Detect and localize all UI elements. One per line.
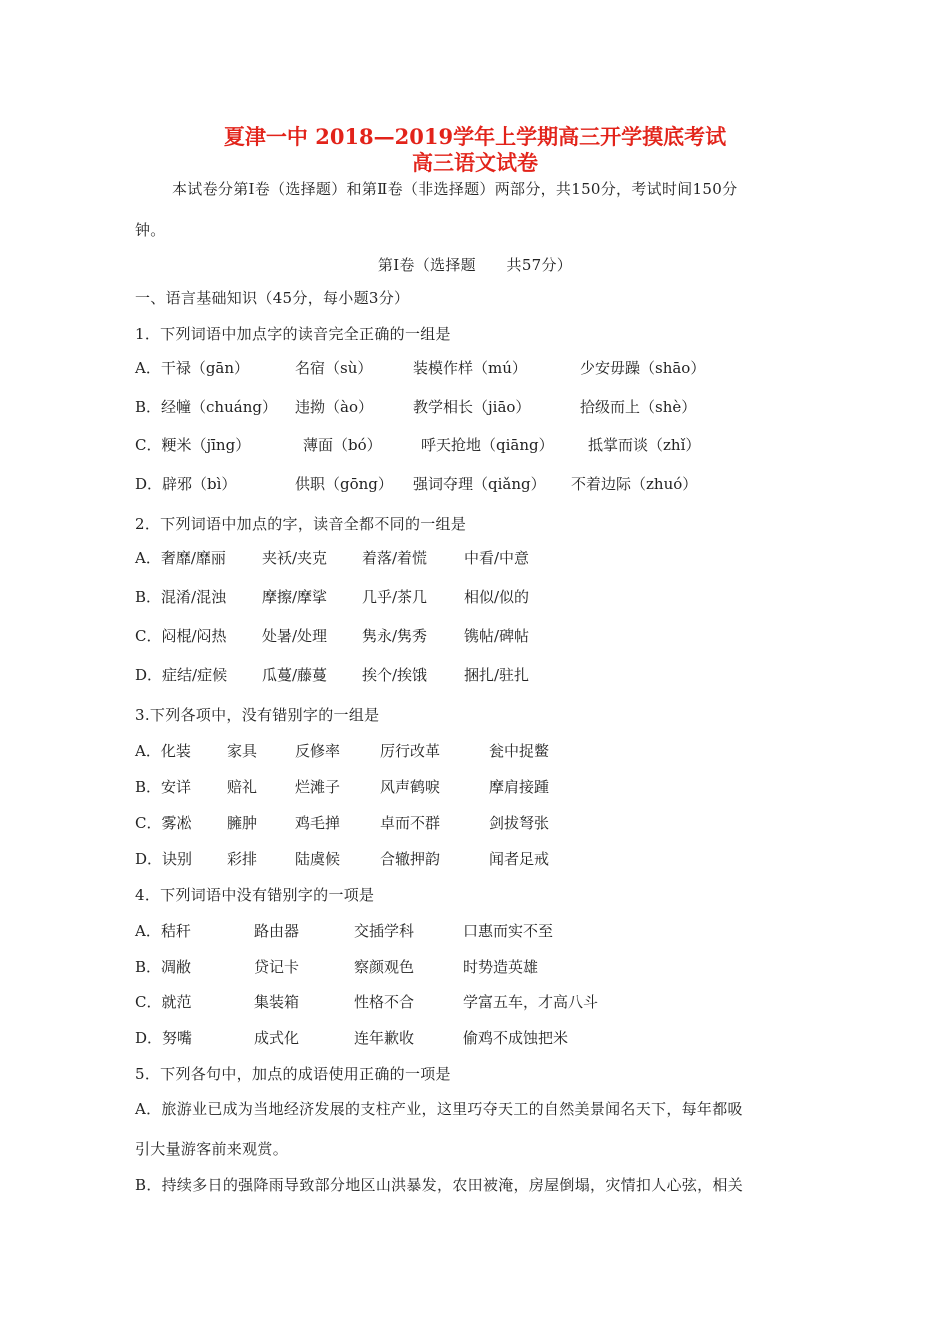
- q3-b-item-5: 摩肩接踵: [489, 778, 550, 796]
- q2-d-item-2: 瓜蔓/藤蔓: [262, 666, 328, 684]
- q3-a-item-2: 家具: [227, 742, 258, 760]
- q2-a-item-3: 着落/着慌: [362, 549, 428, 567]
- q3-c-item-5: 剑拔弩张: [489, 814, 550, 832]
- q3-b-item-1: B．安详: [135, 778, 192, 796]
- q1-stem: 1．下列词语中加点字的读音完全正确的一组是: [135, 325, 451, 343]
- q1-c-item-1: C．粳米（jīng）: [135, 436, 251, 454]
- q1-c-item-2: 薄面（bó）: [303, 436, 382, 454]
- q4-b-item-3: 察颜观色: [354, 958, 415, 976]
- q3-d-item-5: 闻者足戒: [489, 850, 550, 868]
- q1-b-item-4: 拾级而上（shè）: [580, 398, 697, 416]
- q4-c-item-1: C．就范: [135, 993, 192, 1011]
- q3-d-item-3: 陆虞候: [295, 850, 341, 868]
- exam-subtitle: 高三语文试卷: [412, 150, 538, 175]
- q3-d-item-2: 彩排: [227, 850, 258, 868]
- q1-d-item-1: D．辟邪（bì）: [135, 475, 237, 493]
- q4-b-item-1: B．凋敝: [135, 958, 192, 976]
- q1-c-item-4: 抵掌而谈（zhǐ）: [588, 436, 701, 454]
- q2-d-item-1: D．症结/症候: [135, 666, 228, 684]
- q2-c-item-3: 隽永/隽秀: [362, 627, 428, 645]
- q2-stem: 2．下列词语中加点的字，读音全都不同的一组是: [135, 515, 467, 533]
- q4-c-item-2: 集装箱: [254, 993, 300, 1011]
- q2-b-item-3: 几乎/茶几: [362, 588, 428, 606]
- q3-c-item-4: 卓而不群: [380, 814, 441, 832]
- q5-stem: 5．下列各句中，加点的成语使用正确的一项是: [135, 1065, 451, 1083]
- q4-a-item-2: 路由器: [254, 922, 300, 940]
- q1-a-item-4: 少安毋躁（shāo）: [580, 359, 706, 377]
- q2-c-item-1: C．闷棍/闷热: [135, 627, 227, 645]
- q3-d-item-4: 合辙押韵: [380, 850, 441, 868]
- q2-b-item-4: 相似/似的: [464, 588, 530, 606]
- q5-option-b-line-1: B．持续多日的强降雨导致部分地区山洪暴发，农田被淹，房屋倒塌，灾情扣人心弦，相关: [135, 1176, 744, 1194]
- q3-c-item-2: 臃肿: [227, 814, 258, 832]
- q4-a-item-4: 口惠而实不至: [463, 922, 554, 940]
- q5-option-a-line-1: A．旅游业已成为当地经济发展的支柱产业，这里巧夺天工的自然美景闻名天下，每年都吸: [135, 1100, 743, 1118]
- q4-c-item-4: 学富五车，才高八斗: [463, 993, 599, 1011]
- q4-stem: 4．下列词语中没有错别字的一项是: [135, 886, 375, 904]
- q1-b-item-3: 教学相长（jiāo）: [413, 398, 531, 416]
- q3-c-item-1: C．雾凇: [135, 814, 192, 832]
- q2-b-item-2: 摩擦/摩挲: [262, 588, 328, 606]
- q4-a-item-1: A．秸秆: [135, 922, 191, 940]
- q4-d-item-3: 连年歉收: [354, 1029, 415, 1047]
- q5-option-a-line-2: 引大量游客前来观赏。: [135, 1140, 289, 1158]
- q2-c-item-4: 镌帖/碑帖: [464, 627, 530, 645]
- q3-b-item-4: 风声鹤唳: [380, 778, 441, 796]
- q2-a-item-2: 夹袄/夹克: [262, 549, 328, 567]
- q2-d-item-3: 挨个/挨饿: [362, 666, 428, 684]
- q4-b-item-4: 时势造英雄: [463, 958, 539, 976]
- q1-b-item-2: 违拗（ào）: [295, 398, 373, 416]
- intro-line-2: 钟。: [135, 221, 166, 239]
- q3-b-item-3: 烂滩子: [295, 778, 341, 796]
- intro-line-1: 本试卷分第Ⅰ卷（选择题）和第Ⅱ卷（非选择题）两部分，共150分，考试时间150分: [172, 180, 738, 198]
- q3-a-item-3: 反修率: [295, 742, 341, 760]
- q4-a-item-3: 交插学科: [354, 922, 415, 940]
- q4-b-item-2: 贷记卡: [254, 958, 300, 976]
- q1-a-item-1: A．干禄（gān）: [135, 359, 250, 377]
- q3-a-item-5: 瓮中捉鳖: [489, 742, 550, 760]
- q1-d-item-4: 不着边际（zhuó）: [571, 475, 698, 493]
- q2-b-item-1: B．混淆/混浊: [135, 588, 227, 606]
- q4-d-item-4: 偷鸡不成蚀把米: [463, 1029, 569, 1047]
- q1-d-item-3: 强词夺理（qiǎng）: [413, 475, 546, 493]
- q1-c-item-3: 呼天抢地（qiāng）: [421, 436, 554, 454]
- q2-d-item-4: 捆扎/驻扎: [464, 666, 530, 684]
- q2-c-item-2: 处暑/处理: [262, 627, 328, 645]
- q1-d-item-2: 供职（gōng）: [295, 475, 393, 493]
- q4-c-item-3: 性格不合: [354, 993, 415, 1011]
- q3-a-item-1: A．化装: [135, 742, 191, 760]
- section1-heading: 一、语言基础知识（45分，每小题3分）: [135, 289, 410, 307]
- q4-d-item-1: D．努嘴: [135, 1029, 193, 1047]
- part1-heading: 第Ⅰ卷（选择题 共57分）: [377, 256, 573, 274]
- exam-title: 夏津一中 2018—2019学年上学期高三开学摸底考试: [223, 124, 727, 149]
- q3-b-item-2: 赔礼: [227, 778, 258, 796]
- q1-a-item-2: 名宿（sù）: [295, 359, 373, 377]
- q3-stem: 3.下列各项中，没有错别字的一组是: [135, 706, 380, 724]
- q1-a-item-3: 装模作样（mú）: [413, 359, 527, 377]
- q3-c-item-3: 鸡毛掸: [295, 814, 341, 832]
- q2-a-item-1: A．奢靡/靡丽: [135, 549, 226, 567]
- q2-a-item-4: 中看/中意: [464, 549, 530, 567]
- q3-a-item-4: 厉行改革: [380, 742, 441, 760]
- q3-d-item-1: D．诀别: [135, 850, 193, 868]
- q1-b-item-1: B．经幢（chuáng）: [135, 398, 277, 416]
- q4-d-item-2: 成式化: [254, 1029, 300, 1047]
